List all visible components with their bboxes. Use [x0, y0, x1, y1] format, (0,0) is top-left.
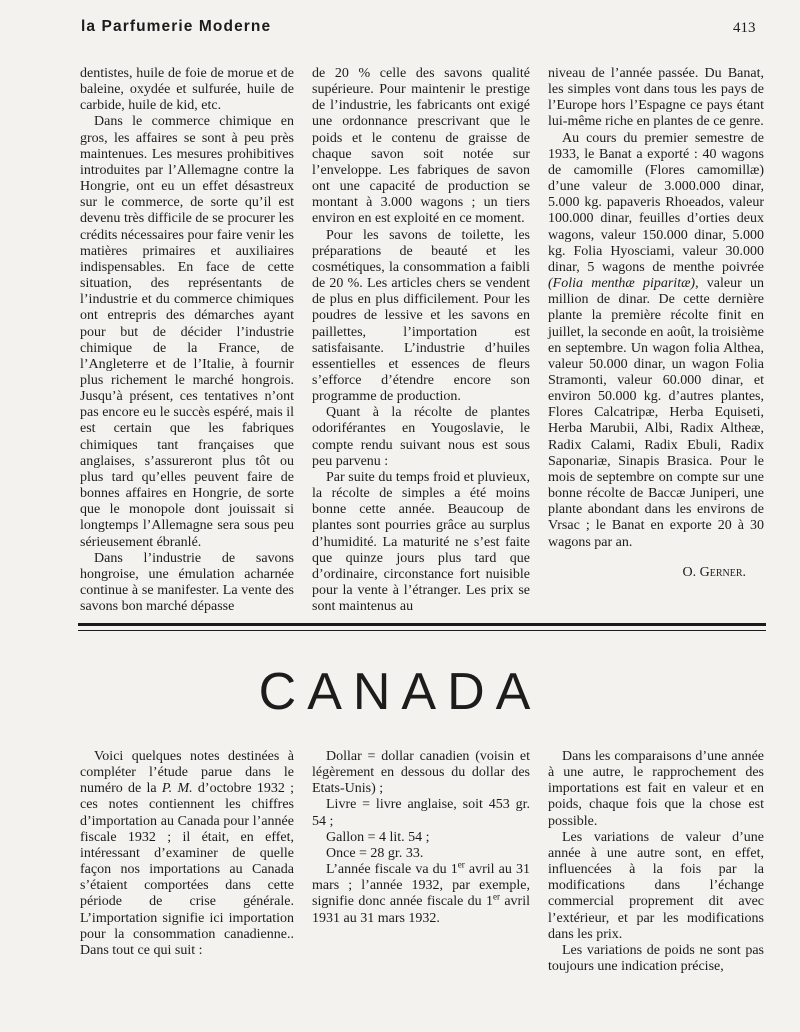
top-column-1 [80, 66, 294, 615]
paragraph: Dans l’industrie de savons hongroise, une émulation acharnée continue à se manifester. La vente des savons bon marché dépasse [80, 550, 294, 615]
journal-title: la Parfumerie Moderne [81, 18, 272, 35]
paragraph: Dans le commerce chimique en gros, les affaires se sont à peu près maintenues. Les mesures prohibitives introduites par l’Allemagne contre la Hongrie, ont eu un effet désastreux sur le commerce, de sorte qu’il est devenu très difficile de se procurer les crédits nécessaires pour faire venir les matières primaires et auxiliaires indispensables. En face de cette situation, des représentants de l’industrie et du commerce chimiques ont entrepris des démarches ayant pour but de décider l’industrie chimique de la France, de l’Angleterre et de l’Italie, à fournir plus richement le marché hongrois. Jusqu’à présent, ces tentatives n’ont pas encore eu le succès espéré, mais il est certain que les fabriques chimiques tant françaises que anglaises, s’assureront plus tôt ou plus tard qu’elles peuvent faire de bonnes affaires en Hongrie, de sorte que le monopole dont jouissait si longtemps l’Allemagne sera sous peu sérieusement ébranlé. [80, 114, 294, 550]
paragraph: Par suite du temps froid et pluvieux, la récolte de simples a été moins bonne cette année. Beaucoup de plantes sont pourries grâce au surplus d’humidité. La maturité ne s’est faite que quinze jours plus tard que d’ordinaire, circonstance fort nuisible pour la vente à l’étranger. Les prix se sont maintenus au [312, 469, 530, 615]
superscript: er [457, 859, 465, 870]
paragraph [80, 749, 294, 959]
paragraph [548, 131, 764, 551]
italic-text-run: (Folia menthæ piparitæ) [548, 276, 696, 292]
canada-column-2 [312, 749, 530, 927]
paragraph [312, 859, 530, 927]
author-signature: O. Gerner. [682, 564, 746, 580]
canada-column-1 [80, 749, 294, 959]
text-run: avril 1931 au 31 mars 1932. [312, 894, 530, 926]
text-run: d’octobre 1932 ; ces notes contiennent les chiffres d’importation au Canada pour l’année fiscale 1932 ; il était, en effet, intéressant d’examiner de quelle façon nos importations au Canada s’étaient comportées dans cette période de crise générale. L’importation signifie ici importation pour la consommation canadienne.. Dans tout ce qui suit : [80, 781, 294, 958]
text-run: Voici quelques notes destinées à compléter l’étude parue dans le numéro de la [80, 749, 294, 797]
paragraph: de 20 % celle des savons qualité supérieure. Pour maintenir le prestige de l’industrie, les fabricants ont exigé une ordonnance prescrivant que le poids et le contenu de graisse de chaque savon soit notée sur l’enveloppe. Les fabriques de savon ont une capacité de production se montant à 3.000 wagons ; un tiers environ en est exploité en ce moment. [312, 66, 530, 227]
section-divider-thin [78, 630, 766, 631]
section-divider-thick [78, 623, 766, 626]
paragraph: Dans les comparaisons d’une année à une autre, le rapprochement des importations est fait en valeur et en poids, chaque fois que la chose est possible. [548, 749, 764, 829]
definition-gallon: Gallon = 4 lit. 54 ; [326, 829, 430, 845]
text-run: avril au 31 mars ; l’année 1932, par exemple, signifie donc année fiscale du 1 [312, 862, 530, 910]
canada-column-3 [548, 749, 764, 975]
paragraph: Pour les savons de toilette, les préparations de beauté et les cosmétiques, la consommation a faibli de 20 %. Les articles chers se vendent de plus en plus difficilement. Pour les poudres de lessive et les savons en paillettes, l’importation est satisfaisante. L’industrie d’huiles essentielles et essences de fleurs s’efforce d’étendre encore son programme de production. [312, 227, 530, 405]
section-title: CANADA [258, 663, 542, 721]
text-run: Au cours du premier semestre de 1933, le Banat a exporté : 40 wagons de camomille (Flores camomillæ) d’une valeur de 3.000.000 dinar, 5.000 kg. papaveris Rhoeados, valeur 100.000 dinar, feuilles d’orties deux wagons, valeur 150.000 dinar, 5.000 kg. Folia Hyosciami, valeur 30.000 dinar, 5 wagons de menthe poivrée [548, 130, 764, 275]
italic-text-run: P. M. [161, 781, 193, 797]
superscript: er [493, 891, 501, 902]
top-column-2 [312, 66, 530, 615]
definition-dollar: Dollar = dollar canadien (voisin et légèrement en dessous du dollar des Etats-Unis) ; [312, 749, 530, 797]
paragraph: Les variations de valeur d’une année à une autre sont, en effet, influencées à la fois par la modifications dans l’échange commercial proprement dit avec l’extérieur, et par les modifications dans les prix. [548, 829, 764, 942]
paragraph: Quant à la récolte de plantes odoriférantes en Yougoslavie, le compte rendu suivant nous est sous peu parvenu : [312, 405, 530, 469]
definition-once: Once = 28 gr. 33. [326, 845, 424, 861]
paragraph: niveau de l’année passée. Du Banat, les simples vont dans tous les pays de l’Europe hors l’Espagne ce pays étant lui-même riche en plantes de ce genre. [548, 66, 764, 130]
top-column-3 [548, 66, 764, 581]
text-run: L’année fiscale va du 1 [326, 862, 458, 878]
page-number: 413 [733, 20, 756, 36]
page-header [0, 0, 800, 50]
paragraph: Les variations de poids ne sont pas toujours une indication précise, [548, 942, 764, 975]
text-run: , valeur un million de dinar. De cette dernière plante la première récolte finit en juillet, la seconde en août, la troisième en septembre. Un wagon folia Althea, valeur 50.000 dinar, un wagon Folia Stramonti, valeur 60.000 dinar, et environ 50.000 kg. d’autres plantes, Flores Calcatripæ, Herba Equiseti, Herba Marubii, Albi, Radix Altheæ, Radix Calami, Radix Ebuli, Radix Saponariæ, Sinapis Brasica. Pour le mois de septembre on compte sur une bonne récolte de Baccæ Juniperi, une plante abondant dans les environs de Vrsac ; le Banat en exporte 20 à 30 wagons par an. [548, 276, 764, 550]
definition-livre: Livre = livre anglaise, soit 453 gr. 54 ; [312, 797, 530, 829]
paragraph: dentistes, huile de foie de morue et de baleine, oxydée et sulfurée, huile de carbide, huile de kid, etc. [80, 66, 294, 114]
